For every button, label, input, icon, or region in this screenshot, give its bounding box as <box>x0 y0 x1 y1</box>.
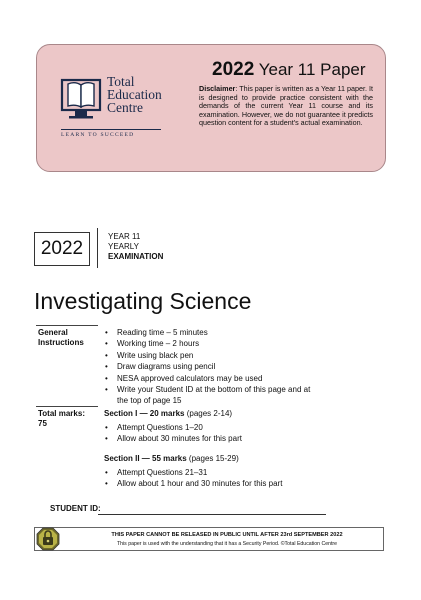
exam-meta-year: YEAR 11 <box>108 232 141 241</box>
exam-meta <box>108 232 163 262</box>
footer-release-notice: THIS PAPER CANNOT BE RELEASED IN PUBLIC UNTIL AFTER 23rd SEPTEMBER 2022 <box>111 532 343 538</box>
disclaimer-label: Disclaimer <box>199 84 236 93</box>
tec-logo <box>59 73 179 153</box>
section-2-list <box>104 467 357 490</box>
list-item: • Write your Student ID at the bottom of this page and at the top of page 15 <box>104 384 317 407</box>
list-item: • NESA approved calculators may be used <box>104 373 327 384</box>
logo-tagline: LEARN TO SUCCEED <box>61 132 135 138</box>
list-item: • Write using black pen <box>104 350 327 361</box>
section-1-list <box>104 422 327 445</box>
security-footer <box>34 527 384 551</box>
disclaimer-body: : This paper is written as a Year 11 paper. It is designed to provide practice consistent with the demands of the current Year 11 course and its examination. However, we do not guarantee it predicts question content for a student's actual examination. <box>199 84 373 128</box>
list-item: • Attempt Questions 21–31 <box>104 467 327 478</box>
marks-rule <box>36 406 98 407</box>
list-item: • Draw diagrams using pencil <box>104 361 327 372</box>
footer-copyright: This paper is used with the understanding that it has a Security Period. ©Total Education Centre <box>116 541 338 547</box>
total-marks-label: Total marks: 75 <box>38 409 85 428</box>
section-1-title: Section I — 20 marks (pages 2-14) <box>104 409 233 418</box>
student-id-field[interactable] <box>98 514 326 515</box>
list-item: • Attempt Questions 1–20 <box>104 422 327 433</box>
general-instructions-list <box>104 327 327 407</box>
paper-label: Year 11 Paper <box>258 60 366 79</box>
exam-divider <box>97 228 98 268</box>
list-item: • Working time – 2 hours <box>104 338 327 349</box>
security-badge-icon <box>36 527 60 556</box>
paper-year: 2022 <box>212 59 255 80</box>
exam-meta-type: YEARLY <box>108 242 139 251</box>
logo-text: Total Education Centre <box>107 74 162 115</box>
section-2-title: Section II — 55 marks (pages 15-29) <box>104 454 239 463</box>
list-item: • Reading time – 5 minutes <box>104 327 327 338</box>
student-id-label: STUDENT ID: <box>50 504 101 513</box>
list-item: • Allow about 30 minutes for this part <box>104 433 327 444</box>
exam-meta-exam: EXAMINATION <box>108 252 164 261</box>
subject-title: Investigating Science <box>34 288 252 314</box>
general-label: General Instructions <box>38 328 84 347</box>
disclaimer-banner <box>36 44 386 172</box>
exam-year-box: 2022 <box>34 232 90 266</box>
paper-title <box>212 59 366 81</box>
disclaimer-text <box>199 85 373 128</box>
book-monitor-icon <box>59 73 107 125</box>
logo-divider <box>61 129 161 130</box>
list-item: • Allow about 1 hour and 30 minutes for this part <box>104 478 357 489</box>
general-rule <box>36 325 98 326</box>
